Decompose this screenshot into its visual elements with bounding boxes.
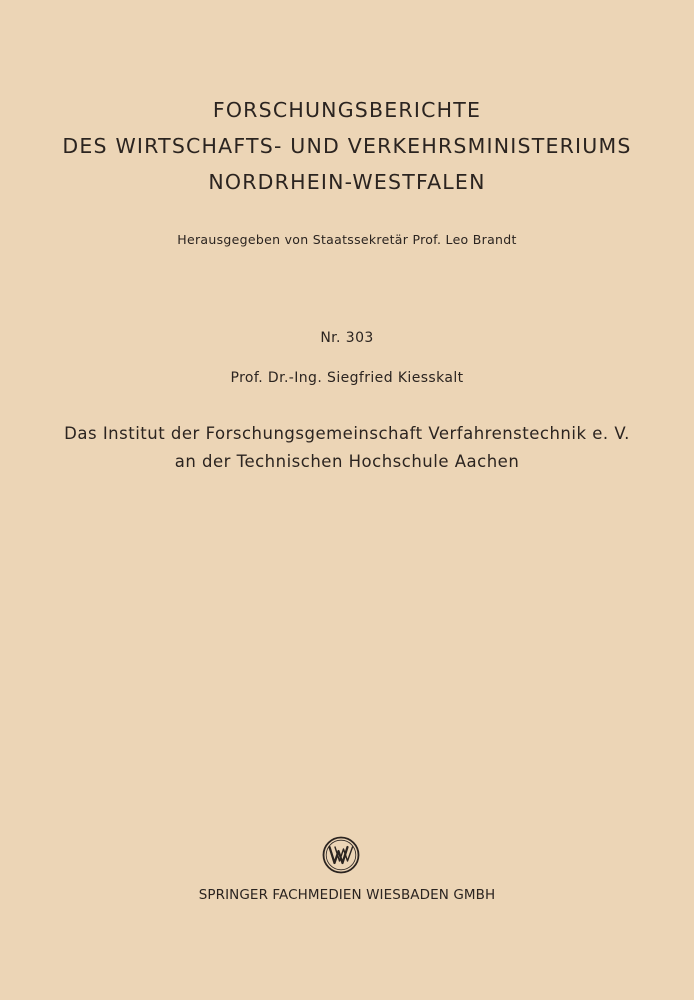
book-title	[0, 420, 694, 476]
springer-logo-icon	[321, 835, 361, 875]
series-title-line-2: DES WIRTSCHAFTS- UND VERKEHRSMINISTERIUMS	[62, 134, 632, 158]
book-title-line-2: an der Technischen Hochschule Aachen	[174, 452, 520, 471]
series-title-line-1: FORSCHUNGSBERICHTE	[212, 98, 482, 122]
series-title	[0, 92, 694, 200]
book-title-line-1: Das Institut der Forschungsgemeinschaft Verfahrenstechnik e. V.	[64, 424, 630, 443]
publisher-name: SPRINGER FACHMEDIEN WIESBADEN GMBH	[198, 887, 496, 903]
volume-number: Nr. 303	[320, 330, 374, 346]
author-name: Prof. Dr.-Ing. Siegfried Kiesskalt	[230, 370, 464, 386]
series-title-line-3: NORDRHEIN-WESTFALEN	[208, 170, 486, 194]
editor-line: Herausgegeben von Staatssekretär Prof. Leo Brandt	[177, 232, 517, 247]
